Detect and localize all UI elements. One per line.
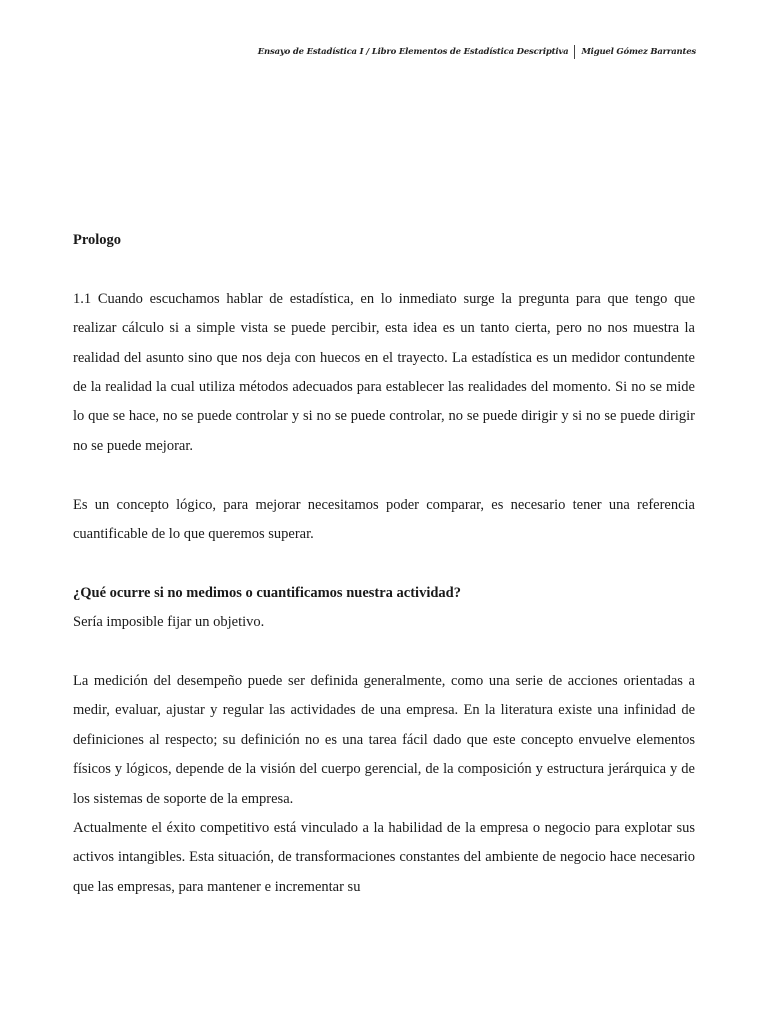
header-title: Ensayo de Estadística I / Libro Elementos de Estadística Descriptiva [257,47,569,57]
answer-text: Sería imposible fijar un objetivo. [73,614,265,631]
spacer [73,638,695,667]
paragraph-2: Es un concepto lógico, para mejorar necesitamos poder comparar, es necesario tener una referencia cuantificable de lo que queremos superar. [73,496,695,543]
question-heading: ¿Qué ocurre si no medimos o cuantificamos nuestra actividad? [73,584,461,601]
spacer [73,461,695,490]
spacer [73,255,695,284]
header-author: Miguel Gómez Barrantes [581,47,696,57]
paragraph-1: 1.1 Cuando escuchamos hablar de estadística, en lo inmediato surge la pregunta para que tengo que realizar cálculo si a simple vista se puede percibir, esta idea es un tanto cierta, pero no nos muestra la realidad del asunto sino que nos deja con huecos en el trayecto. La estadística es un medidor contundente de la realidad la cual utiliza métodos adecuados para establecer las realidades del momento. Si no se mide lo que se hace, no se puede controlar y si no se puede controlar, no se puede dirigir y si no se puede dirigir no se puede mejorar. [73,290,695,454]
paragraph-3: La medición del desempeño puede ser definida generalmente, como una serie de acciones orientadas a medir, evaluar, ajustar y regular las actividades de una empresa. En la literatura existe una infinidad de definiciones al respecto; su definición no es una tarea fácil dado que este concepto envuelve elementos físicos y lógicos, depende de la visión del cuerpo gerencial, de la composición y estructura jerárquica y de los sistemas de soporte de la empresa. [73,673,695,807]
section-title: Prologo [73,232,122,248]
document-body [73,226,695,902]
running-header [258,45,696,59]
paragraph-4: Actualmente el éxito competitivo está vinculado a la habilidad de la empresa o negocio para explotar sus activos intangibles. Esta situación, de transformaciones constantes del ambiente de negocio hace necesario que las empresas, para mantener e incrementar su [73,820,695,895]
spacer [73,549,695,578]
header-separator [574,45,575,59]
